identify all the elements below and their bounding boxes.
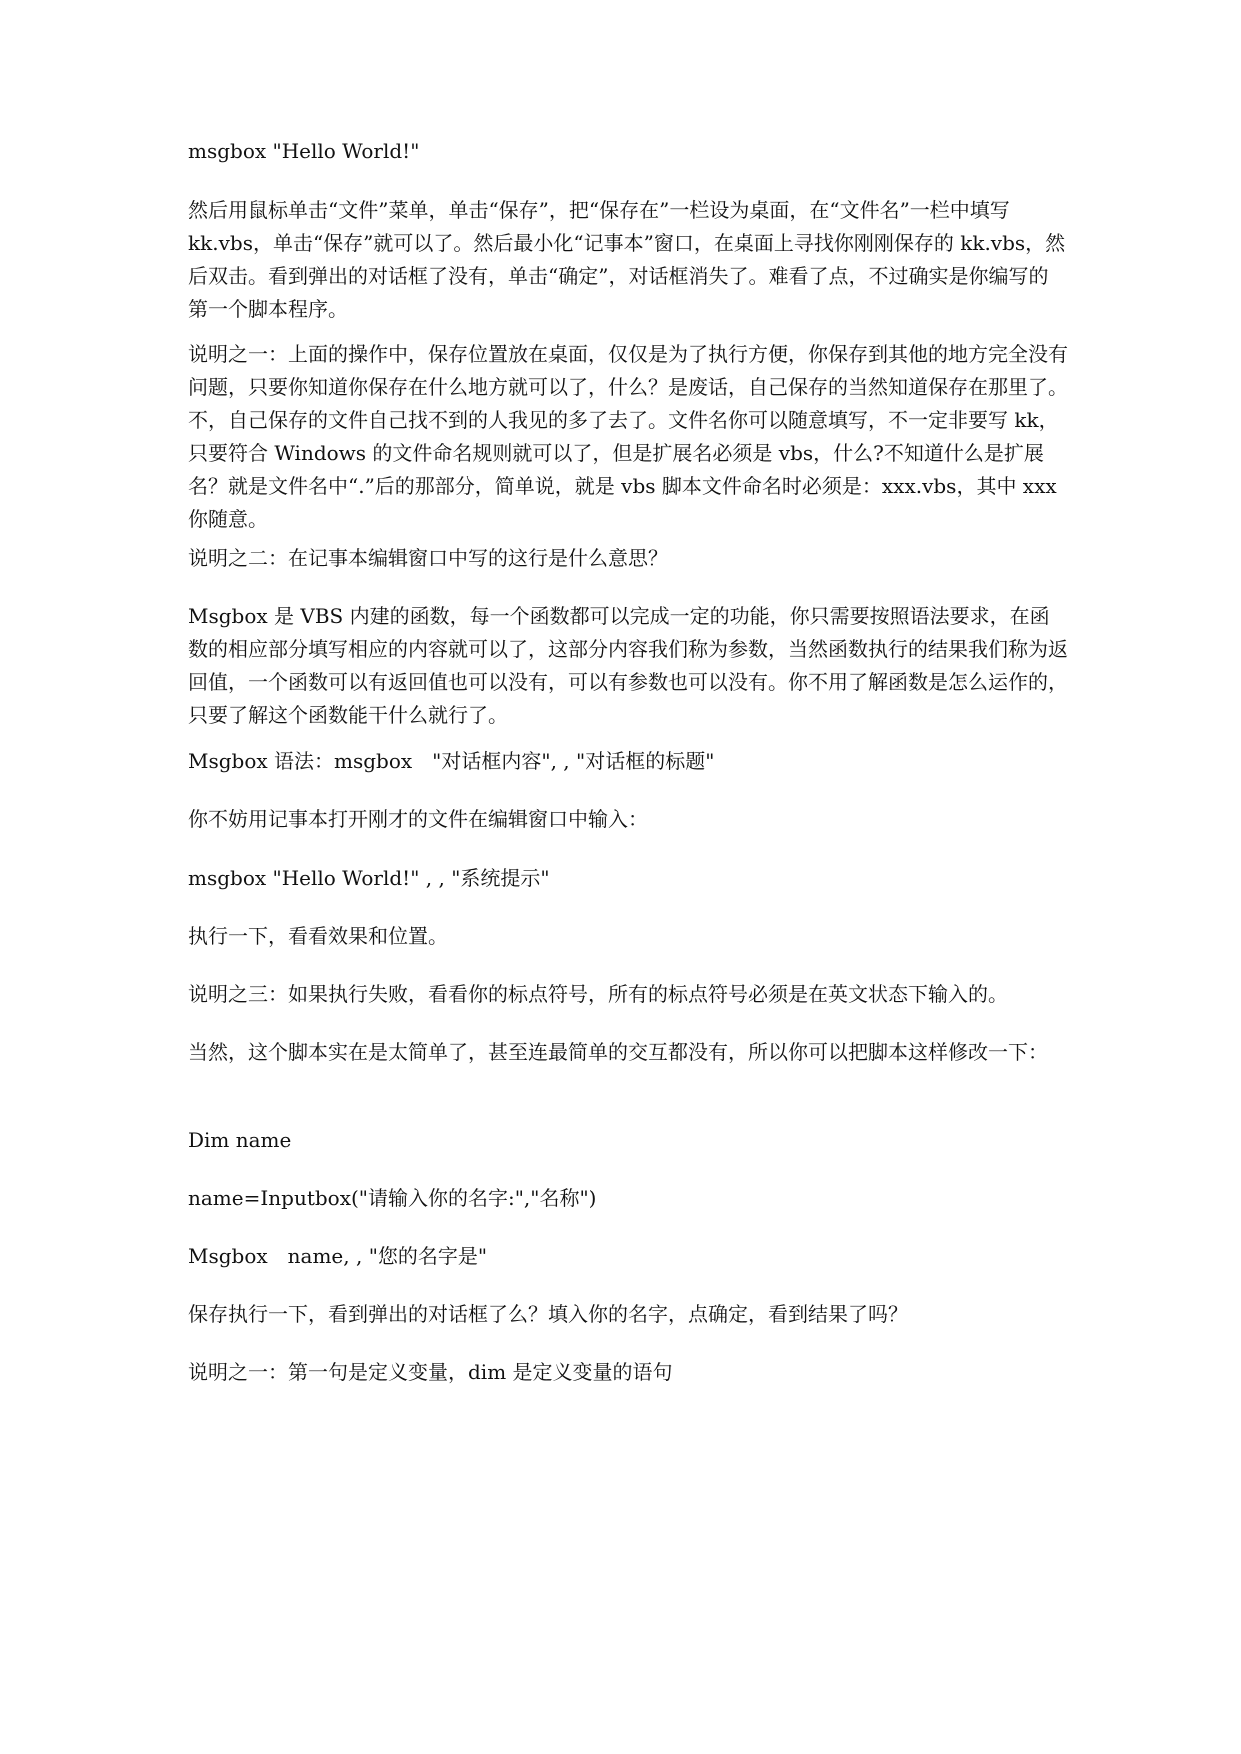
- paragraph-save-instructions: 然后用鼠标单击“文件”菜单，单击“保存”，把“保存在”一栏设为桌面，在“文件名”一栏中填写 kk.vbs，单击“保存”就可以了。然后最小化“记事本”窗口，在桌面上寻找你刚刚保存的 kk.vbs，然后双击。看到弹出的对话框了没有，单击“确定”，对话框消失了。难看了点，不过确实是你编写的第一个脚本程序。: [188, 198, 1066, 321]
- code-line-inputbox: name=Inputbox("请输入你的名字:","名称"): [188, 1186, 597, 1210]
- paragraph-save-and-run: 保存执行一下，看到弹出的对话框了么？填入你的名字，点确定，看到结果了吗？: [188, 1302, 908, 1326]
- paragraph-note-dim: 说明之一：第一句是定义变量，dim 是定义变量的语句: [188, 1360, 673, 1384]
- paragraph-run-it: 执行一下，看看效果和位置。: [188, 924, 448, 948]
- paragraph-msgbox-syntax: Msgbox 语法：msgbox "对话框内容", , "对话框的标题": [188, 749, 715, 773]
- paragraph-msgbox-explanation: Msgbox 是 VBS 内建的函数，每一个函数都可以完成一定的功能，你只需要按照语法要求，在函数的相应部分填写相应的内容就可以了，这部分内容我们称为参数，当然函数执行的结果我们称为返回值，一个函数可以有返回值也可以没有，可以有参数也可以没有。你不用了解函数是怎么运作的，只要了解这个函数能干什么就行了。: [188, 604, 1068, 727]
- code-line-msgbox-hello: msgbox "Hello World!": [188, 139, 420, 163]
- code-line-msgbox-system-prompt: msgbox "Hello World!" , , "系统提示": [188, 866, 550, 890]
- code-line-dim-name: Dim name: [188, 1128, 292, 1152]
- code-line-msgbox-name: Msgbox name, , "您的名字是": [188, 1244, 488, 1268]
- paragraph-note-one: 说明之一：上面的操作中，保存位置放在桌面，仅仅是为了执行方便，你保存到其他的地方完全没有问题，只要你知道你保存在什么地方就可以了，什么？是废话，自己保存的当然知道保存在那里了。不，自己保存的文件自己找不到的人我见的多了去了。文件名你可以随意填写，不一定非要写 kk，只要符合 Windows 的文件命名规则就可以了，但是扩展名必须是 vbs，什么?不知道什么是扩展名？就是文件名中“.”后的那部分，简单说，就是 vbs 脚本文件命名时必须是：xxx.vbs，其中 xxx 你随意。: [188, 342, 1068, 531]
- paragraph-open-notepad: 你不妨用记事本打开刚才的文件在编辑窗口中输入：: [188, 807, 648, 831]
- paragraph-modify-script: 当然，这个脚本实在是太简单了，甚至连最简单的交互都没有，所以你可以把脚本这样修改一下：: [188, 1040, 1048, 1064]
- paragraph-note-two: 说明之二：在记事本编辑窗口中写的这行是什么意思？: [188, 546, 668, 570]
- paragraph-note-three: 说明之三：如果执行失败，看看你的标点符号，所有的标点符号必须是在英文状态下输入的。: [188, 982, 1008, 1006]
